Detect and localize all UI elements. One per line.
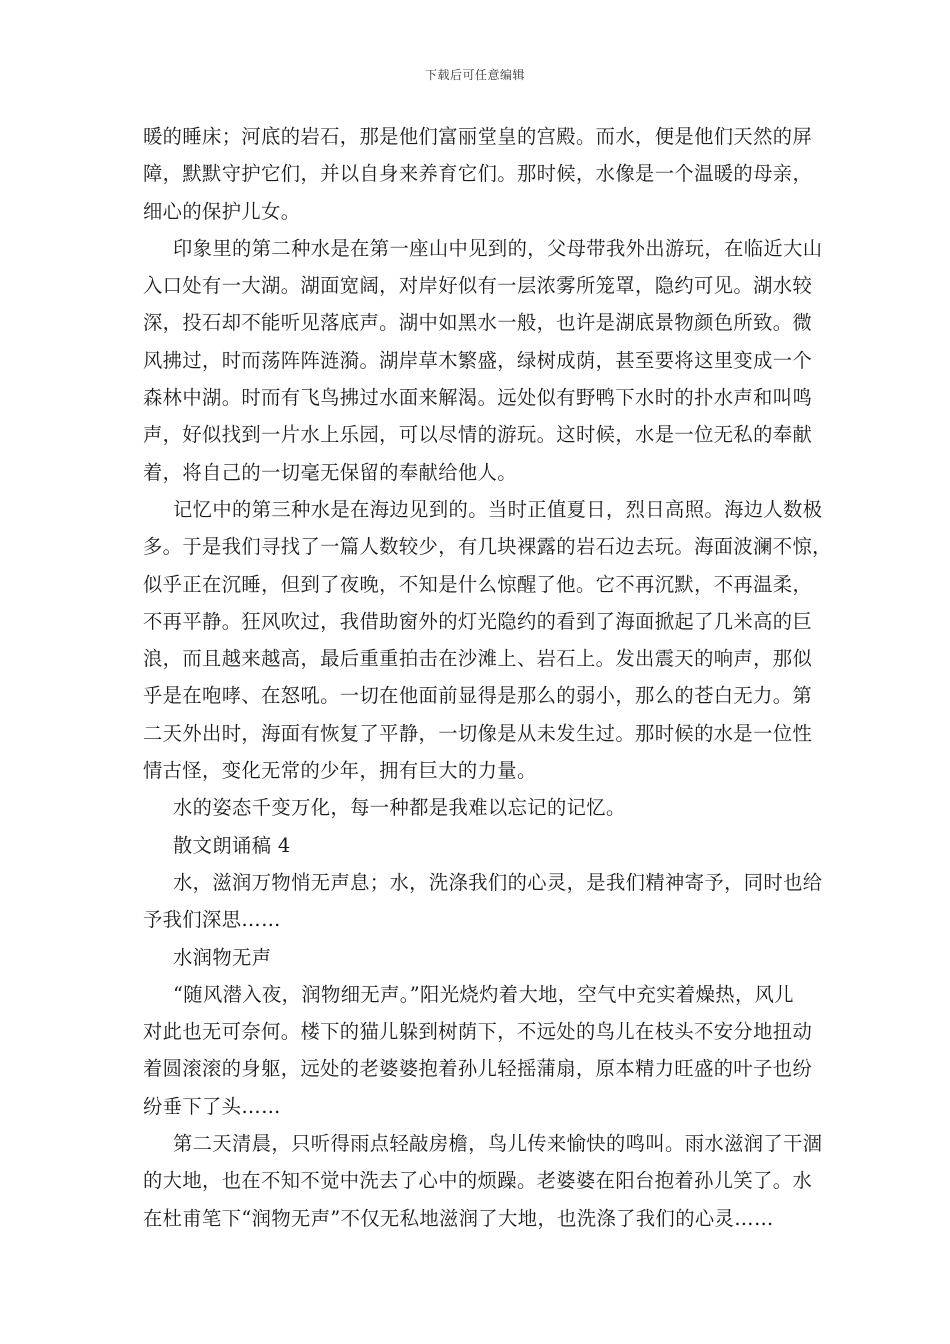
text-line: 二天外出时，海面有恢复了平静，一切像是从未发生过。那时候的水是一位性: [143, 721, 813, 745]
text-line: 予我们深思……: [143, 908, 281, 932]
text-line: 在杜甫笔下“润物无声”不仅无私地滋润了大地，也洗涤了我们的心灵……: [143, 1206, 774, 1230]
text-line: 纷垂下了头……: [143, 1094, 281, 1118]
text-line: 风拂过，时而荡阵阵涟漪。湖岸草木繁盛，绿树成荫，甚至要将这里变成一个: [143, 348, 813, 372]
text-line: 情古怪，变化无常的少年，拥有巨大的力量。: [143, 759, 537, 783]
text-line: 散文朗诵稿 4: [173, 833, 291, 857]
text-line: 乎是在咆哮、在怒吼。一切在他面前显得是那么的弱小，那么的苍白无力。第: [143, 684, 813, 708]
text-line: 入口处有一大湖。湖面宽阔，对岸好似有一层浓雾所笼罩，隐约可见。湖水较: [143, 274, 813, 298]
document-body: [143, 118, 832, 1237]
text-line: 第二天清晨，只听得雨点轻敲房檐，鸟儿传来愉快的鸣叫。雨水滋润了干涸: [173, 1132, 823, 1156]
page-header: 下载后可任意编辑: [424, 68, 525, 82]
text-line: 声，好似找到一片水上乐园，可以尽情的游玩。这时候，水是一位无私的奉献: [143, 423, 813, 447]
text-line: 记忆中的第三种水是在海边见到的。当时正值夏日，烈日高照。海边人数极: [173, 497, 823, 521]
text-line: 深，投石却不能听见落底声。湖中如黑水一般，也许是湖底景物颜色所致。微: [143, 311, 813, 335]
text-line: 着圆滚滚的身躯，远处的老婆婆抱着孙儿轻摇蒲扇，原本精力旺盛的叶子也纷: [143, 1057, 813, 1081]
text-line: 森林中湖。时而有飞鸟拂过水面来解渴。远处似有野鸭下水时的扑水声和叫鸣: [143, 386, 813, 410]
text-line: 对此也无可奈何。楼下的猫儿躲到树荫下，不远处的鸟儿在枝头不安分地扭动: [143, 1020, 813, 1044]
text-line: 多。于是我们寻找了一篇人数较少，有几块裸露的岩石边去玩。海面波澜不惊，: [143, 535, 832, 559]
text-line: 水，滋润万物悄无声息；水，洗涤我们的心灵，是我们精神寄予，同时也给: [173, 870, 823, 894]
text-line: 细心的保护儿女。: [143, 199, 301, 223]
text-line: 浪，而且越来越高，最后重重拍击在沙滩上、岩石上。发出震天的响声，那似: [143, 647, 813, 671]
text-line: 着，将自己的一切毫无保留的奉献给他人。: [143, 460, 517, 484]
text-line: “随风潜入夜，润物细无声。”阳光烧灼着大地，空气中充实着燥热，风儿: [173, 982, 794, 1006]
text-line: 印象里的第二种水是在第一座山中见到的，父母带我外出游玩，在临近大山: [173, 236, 823, 260]
text-line: 似乎正在沉睡，但到了夜晚，不知是什么惊醒了他。它不再沉默，不再温柔，: [143, 572, 813, 596]
text-line: 的大地，也在不知不觉中洗去了心中的烦躁。老婆婆在阳台抱着孙儿笑了。水: [143, 1169, 813, 1193]
text-line: 障，默默守护它们，并以自身来养育它们。那时候，水像是一个温暖的母亲，: [143, 162, 813, 186]
text-line: 暖的睡床；河底的岩石，那是他们富丽堂皇的宫殿。而水，便是他们天然的屏: [143, 125, 813, 148]
text-line: 水的姿态千变万化，每一种都是我难以忘记的记忆。: [173, 796, 626, 820]
text-line: 不再平静。狂风吹过，我借助窗外的灯光隐约的看到了海面掀起了几米高的巨: [143, 609, 813, 633]
text-line: 水润物无声: [173, 945, 272, 969]
